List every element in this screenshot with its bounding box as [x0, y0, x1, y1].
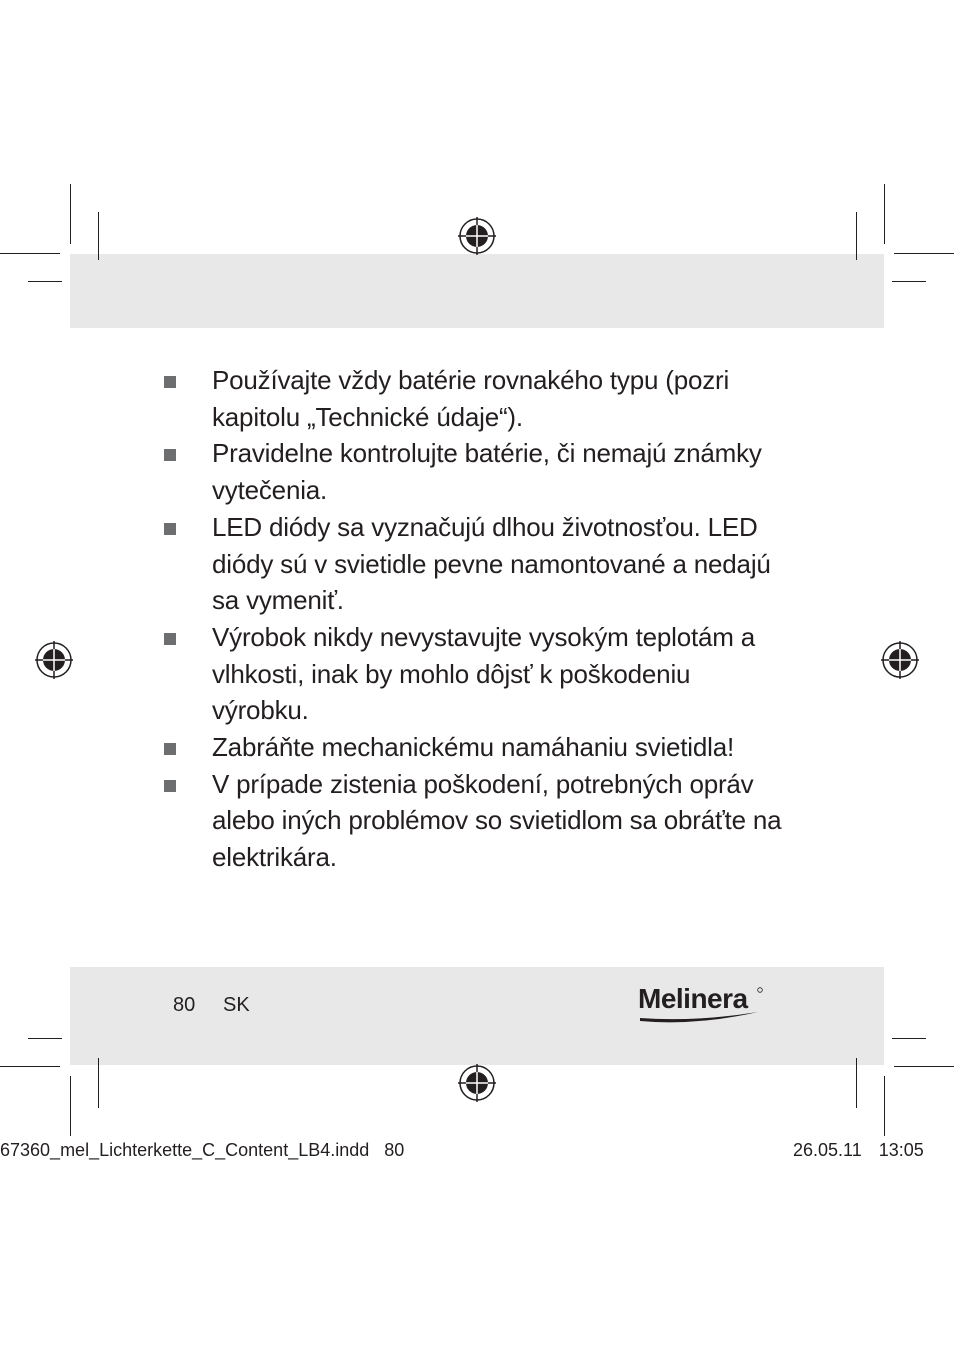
list-item-text: Výrobok nikdy nevystavujte vysokým teplotám a vlhkosti, inak by mohlo dôjsť k poškodeniu výrobku. [212, 621, 756, 726]
list-item [164, 766, 784, 876]
crop-mark [892, 281, 926, 282]
crop-mark [28, 1038, 62, 1039]
registration-mark-icon [881, 641, 919, 679]
melinera-logo [636, 980, 766, 1026]
square-bullet-icon [164, 376, 176, 388]
crop-mark [70, 1076, 71, 1136]
list-item-text: Používajte vždy batérie rovnakého typu (pozri kapitolu „Technické údaje“). [212, 365, 730, 432]
crop-mark [70, 184, 71, 244]
crop-mark [884, 1076, 885, 1136]
list-item-text: LED diódy sa vyznačujú dlhou životnosťou. LED diódy sú v svietidle pevne namontované a nedajú sa vymeniť. [212, 511, 771, 616]
list-item [164, 435, 784, 508]
page-number: 80 [173, 994, 196, 1016]
square-bullet-icon [164, 523, 176, 535]
safety-instructions-list [164, 362, 784, 876]
square-bullet-icon [164, 633, 176, 645]
crop-mark [892, 1038, 926, 1039]
square-bullet-icon [164, 780, 176, 792]
registration-mark-icon [458, 217, 496, 255]
list-item-text: V prípade zistenia poškodení, potrebných opráv alebo iných problémov so svietidlom sa obráťte na elektrikára. [212, 768, 782, 873]
crop-mark [894, 253, 954, 254]
crop-mark [98, 1058, 99, 1108]
list-item [164, 619, 784, 729]
brand-wordmark: Melinera [638, 983, 748, 1014]
language-code: SK [223, 994, 250, 1016]
crop-mark [856, 1058, 857, 1108]
list-item [164, 729, 784, 766]
print-slug-filename: 67360_mel_Lichterkette_C_Content_LB4.indd 80 [0, 1140, 405, 1160]
square-bullet-icon [164, 449, 176, 461]
list-item-text: Pravidelne kontrolujte batérie, či nemajú známky vytečenia. [212, 438, 762, 506]
crop-mark [28, 281, 62, 282]
crop-mark [884, 184, 885, 244]
crop-mark [894, 1066, 954, 1067]
print-slug-datetime: 26.05.11 13:05 [793, 1140, 924, 1160]
crop-mark [0, 1066, 60, 1067]
registration-mark-icon [458, 1064, 496, 1102]
list-item [164, 362, 784, 435]
crop-mark [98, 212, 99, 260]
registration-mark-icon [35, 641, 73, 679]
crop-mark [856, 212, 857, 260]
crop-mark [0, 253, 60, 254]
header-band [70, 254, 884, 328]
square-bullet-icon [164, 743, 176, 755]
list-item [164, 509, 784, 619]
list-item-text: Zabráňte mechanickému namáhaniu svietidla! [212, 732, 734, 763]
